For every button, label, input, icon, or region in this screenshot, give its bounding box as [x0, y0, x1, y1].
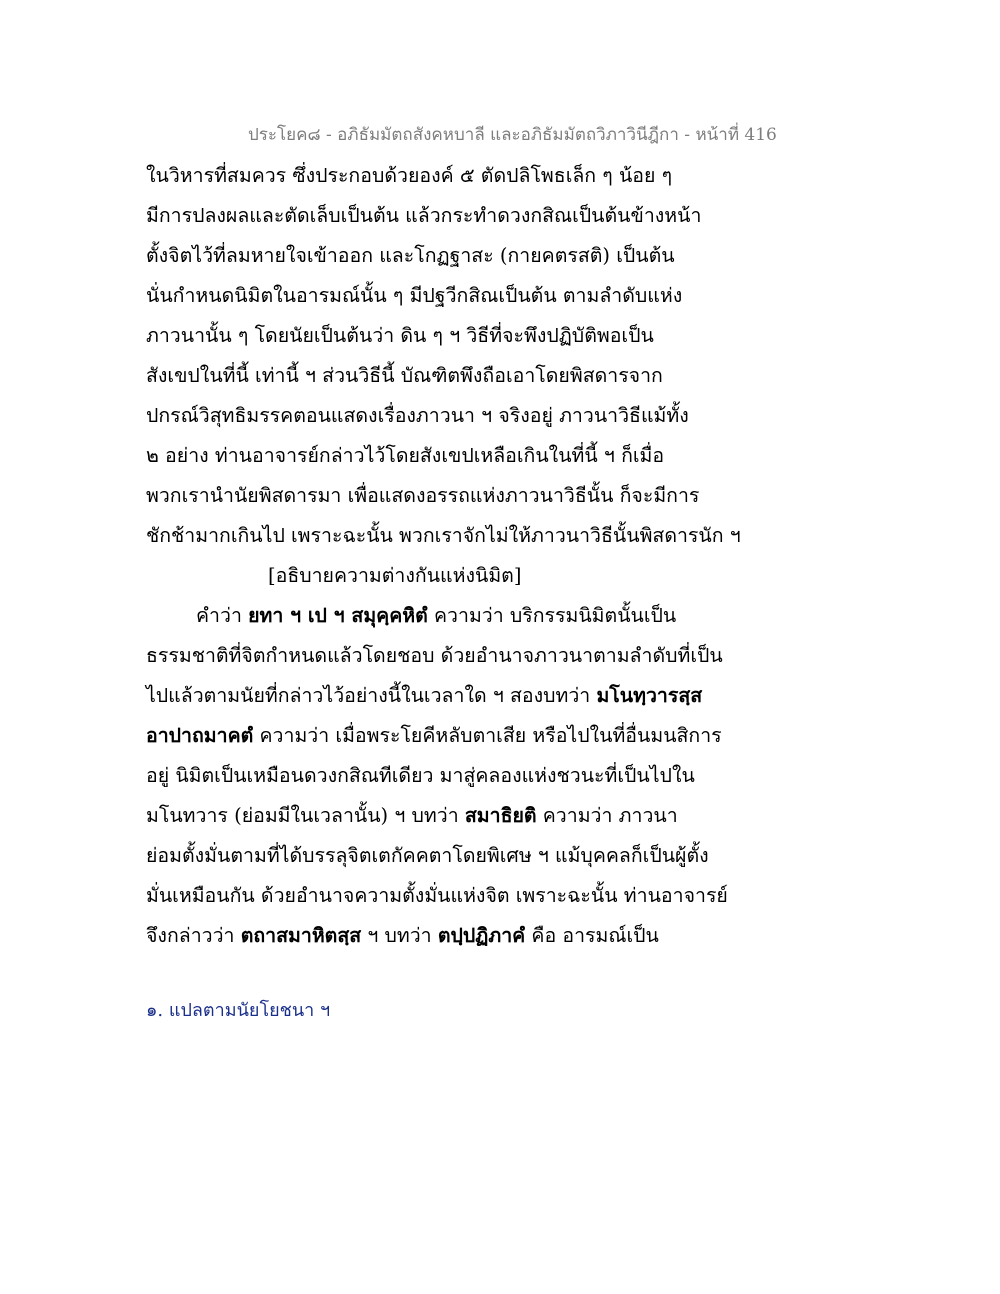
pali-term: ตปฺปฏิภาคํ — [437, 924, 526, 947]
text-line: มั่นเหมือนกัน ด้วยอำนาจความตั้งมั่นแห่งจิต เพราะฉะนั้น ท่านอาจารย์ — [146, 884, 728, 907]
text-run: คือ อารมณ์เป็น — [525, 924, 659, 947]
text-line — [146, 920, 766, 960]
text-line: ธรรมชาติที่จิตกำหนดแล้วโดยชอบ ด้วยอำนาจภาวนาตามลำดับที่เป็น — [146, 644, 723, 667]
text-line: ย่อมตั้งมั่นตามที่ได้บรรลุจิตเตกัคคตาโดยพิเศษ ฯ แม้บุคคลก็เป็นผู้ตั้ง — [146, 844, 709, 867]
text-run: ความว่า บริกรรมนิมิตนั้นเป็น — [427, 604, 677, 627]
body-text — [146, 160, 766, 960]
text-run: คำว่า — [196, 604, 249, 627]
text-line: พวกเรานำนัยพิสดารมา เพื่อแสดงอรรถแห่งภาวนาวิธีนั้น ก็จะมีการ — [146, 484, 700, 507]
text-line — [146, 680, 766, 720]
text-run: จึงกล่าวว่า — [146, 924, 241, 947]
section-heading: [อธิบายความต่างกันแห่งนิมิต] — [268, 564, 522, 587]
running-header: ประโยค๘ - อภิธัมมัตถสังคหบาลี และอภิธัมมัตถวิภาวินีฎีกา - หน้าที่ 416 — [248, 125, 777, 145]
text-run: ความว่า ภาวนา — [536, 804, 678, 827]
text-line — [146, 800, 766, 840]
text-line: ๒ อย่าง ท่านอาจารย์กล่าวไว้โดยสังเขปเหลือเกินในที่นี้ ฯ ก็เมื่อ — [146, 444, 665, 467]
pali-term: สมาธิยติ — [464, 804, 537, 827]
pali-term: ยทา ฯ เป ฯ สมุคฺคหิตํ — [248, 604, 428, 627]
text-line: ในวิหารที่สมควร ซึ่งประกอบด้วยองค์ ๕ ตัดปลิโพธเล็ก ๆ น้อย ๆ — [146, 164, 673, 187]
text-line: สังเขปในที่นี้ เท่านี้ ฯ ส่วนวิธีนี้ บัณฑิตพึงถือเอาโดยพิสดารจาก — [146, 364, 663, 387]
text-line — [146, 600, 766, 640]
text-line: ภาวนานั้น ๆ โดยนัยเป็นต้นว่า ดิน ๆ ฯ วิธีที่จะพึงปฏิบัติพอเป็น — [146, 324, 654, 347]
pali-term: อาปาถมาคตํ — [146, 724, 254, 747]
text-run: ความว่า เมื่อพระโยคีหลับตาเสีย หรือไปในที่อื่นมนสิการ — [253, 724, 722, 747]
text-line: อยู่ นิมิตเป็นเหมือนดวงกสิณทีเดียว มาสู่คลองแห่งชวนะที่เป็นไปใน — [146, 764, 695, 787]
text-line: ชักช้ามากเกินไป เพราะฉะนั้น พวกเราจักไม่ให้ภาวนาวิธีนั้นพิสดารนัก ฯ — [146, 524, 741, 547]
text-run: ฯ บทว่า — [361, 924, 438, 947]
text-line: ปกรณ์วิสุทธิมรรคตอนแสดงเรื่องภาวนา ฯ จริงอยู่ ภาวนาวิธีแม้ทั้ง — [146, 404, 689, 427]
text-run: มโนทวาร (ย่อมมีในเวลานั้น) ฯ บทว่า — [146, 804, 465, 827]
footnote: ๑. แปลตามนัยโยชนา ฯ — [146, 1000, 331, 1021]
pali-term: มโนทฺวารสฺส — [596, 684, 703, 707]
text-line: ตั้งจิตไว้ที่ลมหายใจเข้าออก และโกฏฐาสะ (กายคตรสติ) เป็นต้น — [146, 244, 675, 267]
pali-term: ตถาสมาหิตสฺส — [240, 924, 362, 947]
text-line — [146, 720, 766, 760]
text-line: มีการปลงผลและตัดเล็บเป็นต้น แล้วกระทำดวงกสิณเป็นต้นข้างหน้า — [146, 204, 702, 227]
text-run: ไปแล้วตามนัยที่กล่าวไว้อย่างนี้ในเวลาใด ฯ สองบทว่า — [146, 684, 597, 707]
text-line: นั่นกำหนดนิมิตในอารมณ์นั้น ๆ มีปฐวีกสิณเป็นต้น ตามลำดับแห่ง — [146, 284, 683, 307]
